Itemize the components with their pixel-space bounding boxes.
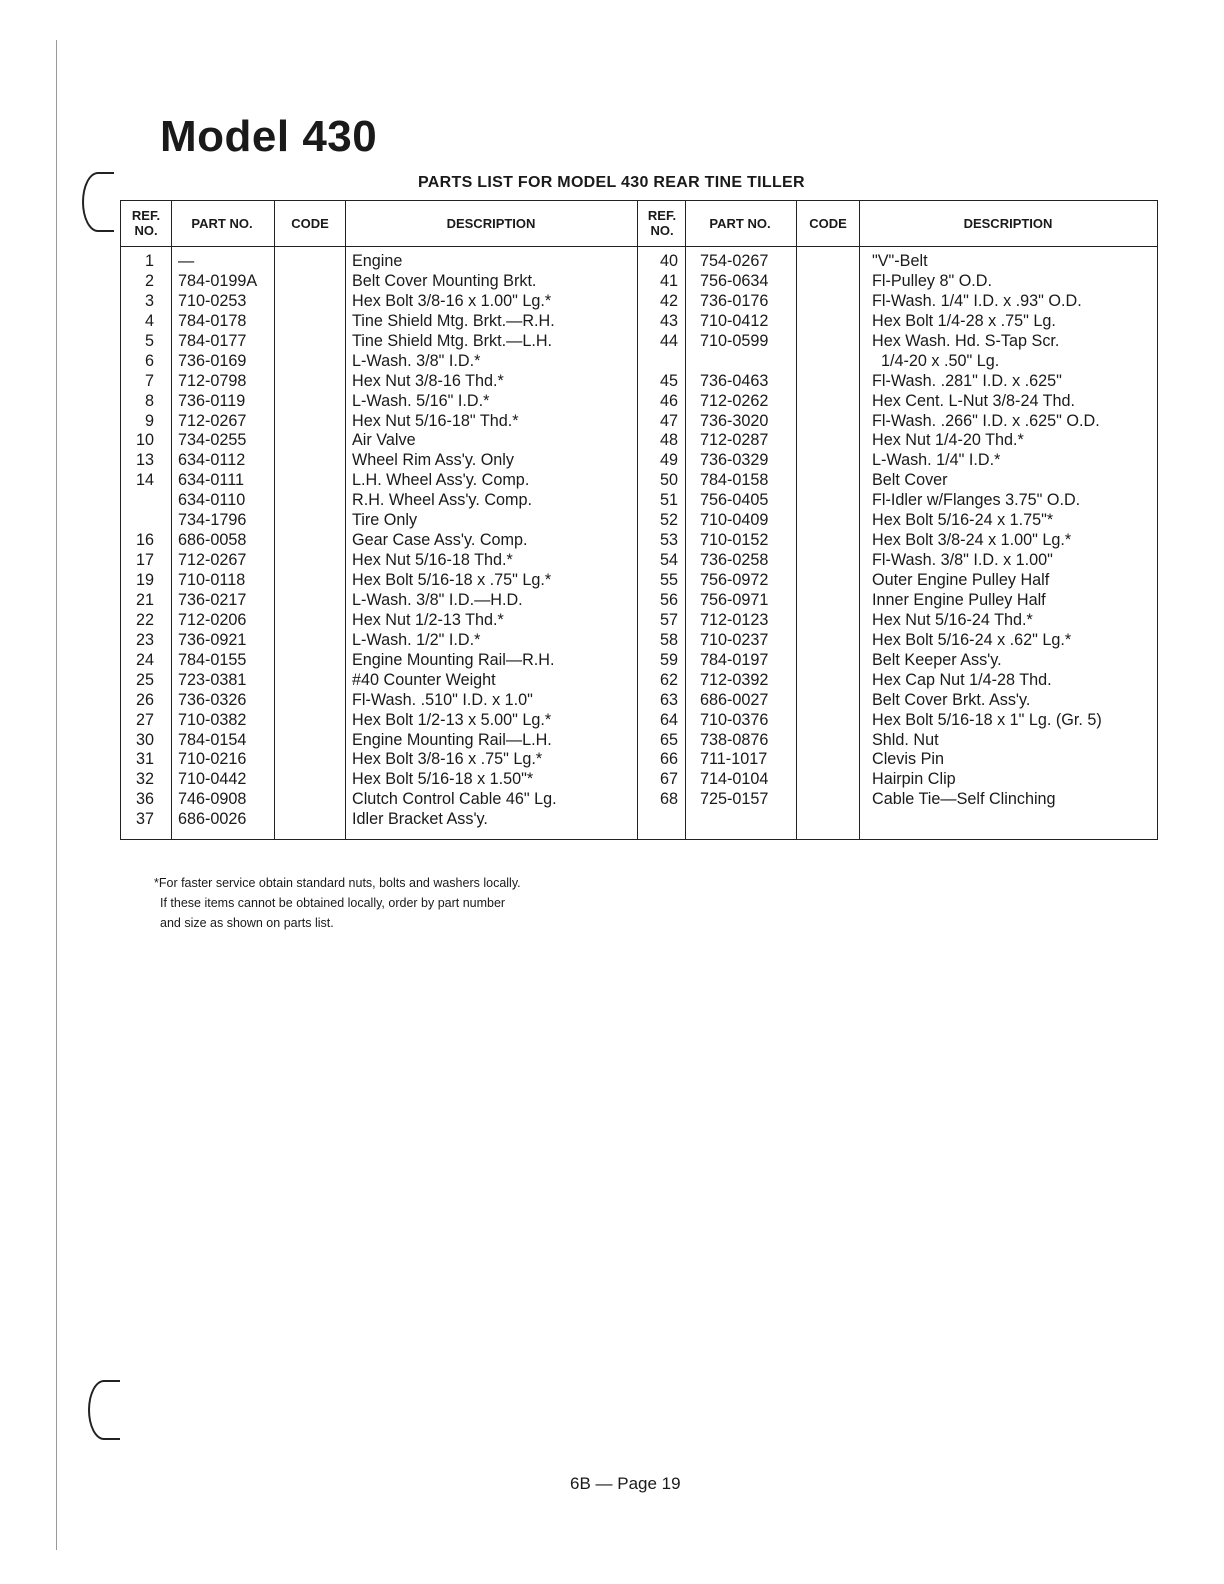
- ref-no-cell: 63: [659, 690, 678, 709]
- description-cell: "V"-Belt: [872, 252, 928, 270]
- description-cell: Fl-Idler w/Flanges 3.75" O.D.: [872, 491, 1081, 510]
- part-no-cell: 711-1017: [700, 750, 768, 769]
- ref-no-cell: 21: [135, 590, 154, 609]
- description-cell: Belt Cover: [872, 471, 948, 490]
- part-no-cell: —: [178, 252, 195, 270]
- part-no-cell: 784-0154: [178, 730, 247, 749]
- ref-no-cell: [642, 352, 678, 372]
- part-no-cell: 712-0287: [700, 431, 769, 450]
- header-ref-no: REF. NO.: [131, 208, 161, 238]
- table-bottom-rule: [120, 839, 1158, 840]
- ref-no-cell: [124, 491, 154, 511]
- part-no-cell: 754-0267: [700, 252, 769, 270]
- header-bottom-rule: [120, 246, 1158, 247]
- part-no-cell: 712-0267: [178, 411, 247, 430]
- description-cell: Hex Bolt 5/16-24 x .62" Lg.*: [872, 630, 1072, 649]
- part-no-cell: 634-0110: [178, 491, 246, 510]
- ref-no-cell: 4: [144, 311, 154, 330]
- part-no-cell: 710-0409: [700, 511, 769, 530]
- ref-no-cell: 26: [135, 690, 154, 709]
- header-ref-no: REF. NO.: [647, 208, 677, 238]
- ref-no-cell: 58: [659, 630, 678, 649]
- description-cell: Wheel Rim Ass'y. Only: [352, 451, 514, 470]
- footnote-line: *For faster service obtain standard nuts, bolts and washers locally.: [154, 876, 521, 890]
- description-cell: Hex Bolt 3/8-16 x .75" Lg.*: [352, 750, 543, 769]
- part-no-cell: 710-0237: [700, 630, 769, 649]
- binder-hole-bottom: [88, 1380, 120, 1440]
- footnote-line: and size as shown on parts list.: [160, 916, 334, 930]
- ref-no-cell: 16: [135, 531, 154, 550]
- ref-no-cell: [124, 511, 154, 531]
- ref-no-cell: 50: [659, 471, 678, 490]
- description-cell: Hex Nut 5/16-18" Thd.*: [352, 411, 519, 430]
- part-no-cell: 784-0158: [700, 471, 769, 490]
- ref-no-cell: 40: [659, 252, 678, 270]
- parts-table: [120, 200, 1158, 840]
- description-cell: Hex Cap Nut 1/4-28 Thd.: [872, 670, 1052, 689]
- header-description: DESCRIPTION: [963, 215, 1053, 231]
- part-no-cell: 784-0199A: [178, 271, 258, 290]
- ref-no-cell: 10: [135, 431, 154, 450]
- col-rule: [274, 200, 275, 840]
- col-rule: [345, 200, 346, 840]
- description-cell: Clevis Pin: [872, 750, 944, 769]
- description-cell: R.H. Wheel Ass'y. Comp.: [352, 491, 532, 510]
- part-no-cell: 686-0058: [178, 531, 247, 550]
- part-no-cell: 714-0104: [700, 770, 769, 789]
- header-part-no: PART NO.: [709, 215, 771, 231]
- description-cell: Engine: [352, 252, 403, 270]
- description-cell: Hex Nut 3/8-16 Thd.*: [352, 371, 504, 390]
- description-cell: Hex Cent. L-Nut 3/8-24 Thd.: [872, 391, 1076, 410]
- part-no-cell: 784-0177: [178, 331, 247, 350]
- description-cell: Hex Bolt 1/2-13 x 5.00" Lg.*: [352, 710, 552, 729]
- ref-no-cell: 1: [144, 252, 154, 270]
- part-no-cell: 736-0176: [700, 291, 769, 310]
- description-cell: 1/4-20 x .50" Lg.: [872, 351, 1000, 370]
- description-cell: Fl-Pulley 8" O.D.: [872, 271, 992, 290]
- part-no-cell: 756-0634: [700, 271, 769, 290]
- ref-no-cell: 65: [659, 730, 678, 749]
- header-description: DESCRIPTION: [446, 215, 536, 231]
- ref-no-cell: 59: [659, 650, 678, 669]
- description-cell: Hex Nut 1/4-20 Thd.*: [872, 431, 1024, 450]
- ref-no-cell: 43: [659, 311, 678, 330]
- description-cell: Hex Bolt 5/16-18 x .75" Lg.*: [352, 571, 552, 589]
- ref-no-cell: 53: [659, 531, 678, 550]
- part-no-cell: 710-0253: [178, 291, 247, 310]
- ref-no-cell: 37: [135, 810, 154, 829]
- description-cell: Idler Bracket Ass'y.: [352, 810, 488, 829]
- ref-no-cell: 31: [135, 750, 154, 769]
- ref-no-cell: 7: [144, 371, 154, 390]
- part-no-cell: 784-0197: [700, 650, 769, 669]
- ref-no-cell: 54: [659, 551, 678, 570]
- right-ref-column: [642, 252, 678, 810]
- left-part-column: [178, 252, 274, 830]
- description-cell: Engine Mounting Rail—L.H.: [352, 730, 552, 749]
- description-cell: Fl-Wash. .510" I.D. x 1.0": [352, 690, 533, 709]
- description-cell: Hex Bolt 3/8-16 x 1.00" Lg.*: [352, 291, 552, 310]
- part-no-cell: 736-0217: [178, 590, 247, 609]
- ref-no-cell: 56: [659, 590, 678, 609]
- part-no-cell: 710-0599: [700, 331, 769, 350]
- left-description-column: [352, 252, 636, 830]
- description-cell: Hex Wash. Hd. S-Tap Scr.: [872, 331, 1060, 350]
- part-no-cell: 736-0119: [178, 391, 246, 410]
- col-rule: [859, 200, 860, 840]
- part-no-cell: 746-0908: [178, 790, 247, 809]
- ref-no-cell: 8: [144, 391, 154, 410]
- part-no-cell: [700, 352, 796, 372]
- footnote-line: If these items cannot be obtained locally, order by part number: [160, 896, 506, 910]
- description-cell: Hex Bolt 3/8-24 x 1.00" Lg.*: [872, 531, 1072, 550]
- left-ref-column: [124, 252, 154, 830]
- part-no-cell: 710-0376: [700, 710, 769, 729]
- ref-no-cell: 22: [135, 610, 154, 629]
- part-no-cell: 756-0405: [700, 491, 769, 510]
- part-no-cell: 712-0262: [700, 391, 769, 410]
- part-no-cell: 736-0258: [700, 551, 769, 570]
- part-no-cell: 634-0111: [178, 471, 245, 490]
- part-no-cell: 736-0169: [178, 351, 247, 370]
- ref-no-cell: 36: [135, 790, 154, 809]
- description-cell: Clutch Control Cable 46" Lg.: [352, 790, 557, 809]
- description-cell: Fl-Wash. .266" I.D. x .625" O.D.: [872, 411, 1100, 430]
- ref-no-cell: 23: [135, 630, 154, 649]
- part-no-cell: 710-0382: [178, 710, 247, 729]
- col-rule: [171, 200, 172, 840]
- col-rule: [685, 200, 686, 840]
- ref-no-cell: 48: [659, 431, 678, 450]
- part-no-cell: 723-0381: [178, 670, 247, 689]
- ref-no-cell: 14: [135, 471, 154, 490]
- description-cell: Hex Nut 5/16-24 Thd.*: [872, 610, 1033, 629]
- description-cell: Hairpin Clip: [872, 770, 956, 789]
- part-no-cell: 686-0026: [178, 810, 247, 829]
- ref-no-cell: 9: [144, 411, 154, 430]
- description-cell: Shld. Nut: [872, 730, 939, 749]
- ref-no-cell: 68: [659, 790, 678, 809]
- col-rule: [637, 200, 638, 840]
- part-no-cell: 712-0123: [700, 610, 769, 629]
- ref-no-cell: 67: [659, 770, 678, 789]
- header-code: CODE: [809, 215, 847, 231]
- ref-no-cell: 5: [144, 331, 154, 350]
- ref-no-cell: 66: [659, 750, 678, 769]
- ref-no-cell: 49: [659, 451, 678, 470]
- description-cell: Hex Bolt 5/16-18 x 1" Lg. (Gr. 5): [872, 710, 1102, 729]
- part-no-cell: 736-0329: [700, 451, 769, 470]
- ref-no-cell: 64: [659, 710, 678, 729]
- page-number: 6B — Page 19: [570, 1474, 681, 1493]
- description-cell: L-Wash. 5/16" I.D.*: [352, 391, 490, 410]
- description-cell: Cable Tie—Self Clinching: [872, 790, 1056, 809]
- right-description-column: [872, 252, 1156, 810]
- ref-no-cell: 25: [135, 670, 154, 689]
- part-no-cell: 734-1796: [178, 511, 247, 530]
- description-cell: Inner Engine Pulley Half: [872, 590, 1046, 609]
- description-cell: L-Wash. 3/8" I.D.*: [352, 351, 481, 370]
- description-cell: Hex Bolt 5/16-24 x 1.75"*: [872, 511, 1054, 530]
- ref-no-cell: 46: [659, 391, 678, 410]
- description-cell: Engine Mounting Rail—R.H.: [352, 650, 555, 669]
- description-cell: Hex Nut 1/2-13 Thd.*: [352, 610, 504, 629]
- description-cell: Belt Cover Mounting Brkt.: [352, 271, 537, 290]
- col-rule: [796, 200, 797, 840]
- description-cell: Tine Shield Mtg. Brkt.—R.H.: [352, 311, 555, 330]
- part-no-cell: 712-0206: [178, 610, 247, 629]
- part-no-cell: 736-0921: [178, 630, 247, 649]
- ref-no-cell: 41: [659, 271, 678, 290]
- part-no-cell: 736-0326: [178, 690, 247, 709]
- ref-no-cell: 62: [659, 670, 678, 689]
- description-cell: L-Wash. 1/2" I.D.*: [352, 630, 481, 649]
- description-cell: #40 Counter Weight: [352, 670, 496, 689]
- right-part-column: [700, 252, 796, 810]
- ref-no-cell: 44: [659, 331, 678, 350]
- description-cell: Belt Cover Brkt. Ass'y.: [872, 690, 1031, 709]
- ref-no-cell: 52: [659, 511, 678, 530]
- ref-no-cell: 47: [659, 411, 678, 430]
- description-cell: Tine Shield Mtg. Brkt.—L.H.: [352, 331, 553, 350]
- parts-list-subtitle: PARTS LIST FOR MODEL 430 REAR TINE TILLER: [418, 174, 805, 191]
- ref-no-cell: 51: [659, 491, 678, 510]
- description-cell: Fl-Wash. .281" I.D. x .625": [872, 371, 1062, 390]
- description-cell: L-Wash. 1/4" I.D.*: [872, 451, 1001, 470]
- description-cell: L.H. Wheel Ass'y. Comp.: [352, 471, 530, 490]
- part-no-cell: 784-0155: [178, 650, 247, 669]
- description-cell: Gear Case Ass'y. Comp.: [352, 531, 528, 550]
- ref-no-cell: 32: [135, 770, 154, 789]
- ref-no-cell: 17: [135, 551, 154, 570]
- ref-no-cell: 13: [135, 451, 154, 470]
- part-no-cell: 710-0412: [700, 311, 769, 330]
- part-no-cell: 738-0876: [700, 730, 769, 749]
- description-cell: Outer Engine Pulley Half: [872, 571, 1050, 589]
- part-no-cell: 736-3020: [700, 411, 769, 430]
- description-cell: Belt Keeper Ass'y.: [872, 650, 1002, 669]
- description-cell: Fl-Wash. 3/8" I.D. x 1.00": [872, 551, 1053, 570]
- col-rule: [120, 200, 121, 840]
- ref-no-cell: 45: [659, 371, 678, 390]
- scan-edge-line: [56, 40, 57, 1550]
- part-no-cell: 634-0112: [178, 451, 246, 470]
- description-cell: Tire Only: [352, 511, 418, 530]
- part-no-cell: 756-0971: [700, 590, 769, 609]
- ref-no-cell: 6: [144, 351, 154, 370]
- description-cell: Hex Nut 5/16-18 Thd.*: [352, 551, 513, 570]
- part-no-cell: 686-0027: [700, 690, 769, 709]
- part-no-cell: 710-0216: [178, 750, 247, 769]
- ref-no-cell: 24: [135, 650, 154, 669]
- part-no-cell: 736-0463: [700, 371, 769, 390]
- part-no-cell: 710-0442: [178, 770, 247, 789]
- part-no-cell: 712-0267: [178, 551, 247, 570]
- part-no-cell: 712-0798: [178, 371, 247, 390]
- part-no-cell: 712-0392: [700, 670, 769, 689]
- col-rule: [1157, 200, 1158, 840]
- ref-no-cell: 30: [135, 730, 154, 749]
- part-no-cell: 710-0152: [700, 531, 769, 550]
- ref-no-cell: 55: [659, 571, 678, 589]
- description-cell: L-Wash. 3/8" I.D.—H.D.: [352, 590, 523, 609]
- part-no-cell: 784-0178: [178, 311, 247, 330]
- part-no-cell: 710-0118: [178, 571, 246, 589]
- ref-no-cell: 3: [144, 291, 154, 310]
- footnote: [154, 873, 521, 933]
- description-cell: Hex Bolt 5/16-18 x 1.50"*: [352, 770, 534, 789]
- description-cell: Air Valve: [352, 431, 416, 450]
- part-no-cell: 734-0255: [178, 431, 247, 450]
- ref-no-cell: 27: [135, 710, 154, 729]
- ref-no-cell: 42: [659, 291, 678, 310]
- description-cell: Hex Bolt 1/4-28 x .75" Lg.: [872, 311, 1056, 330]
- description-cell: Fl-Wash. 1/4" I.D. x .93" O.D.: [872, 291, 1082, 310]
- binder-hole-top: [82, 172, 114, 232]
- ref-no-cell: 2: [144, 271, 154, 290]
- page-title: Model 430: [160, 112, 378, 161]
- header-part-no: PART NO.: [191, 215, 253, 231]
- ref-no-cell: 19: [135, 571, 154, 589]
- part-no-cell: 725-0157: [700, 790, 769, 809]
- header-code: CODE: [291, 215, 329, 231]
- ref-no-cell: 57: [659, 610, 678, 629]
- part-no-cell: 756-0972: [700, 571, 769, 589]
